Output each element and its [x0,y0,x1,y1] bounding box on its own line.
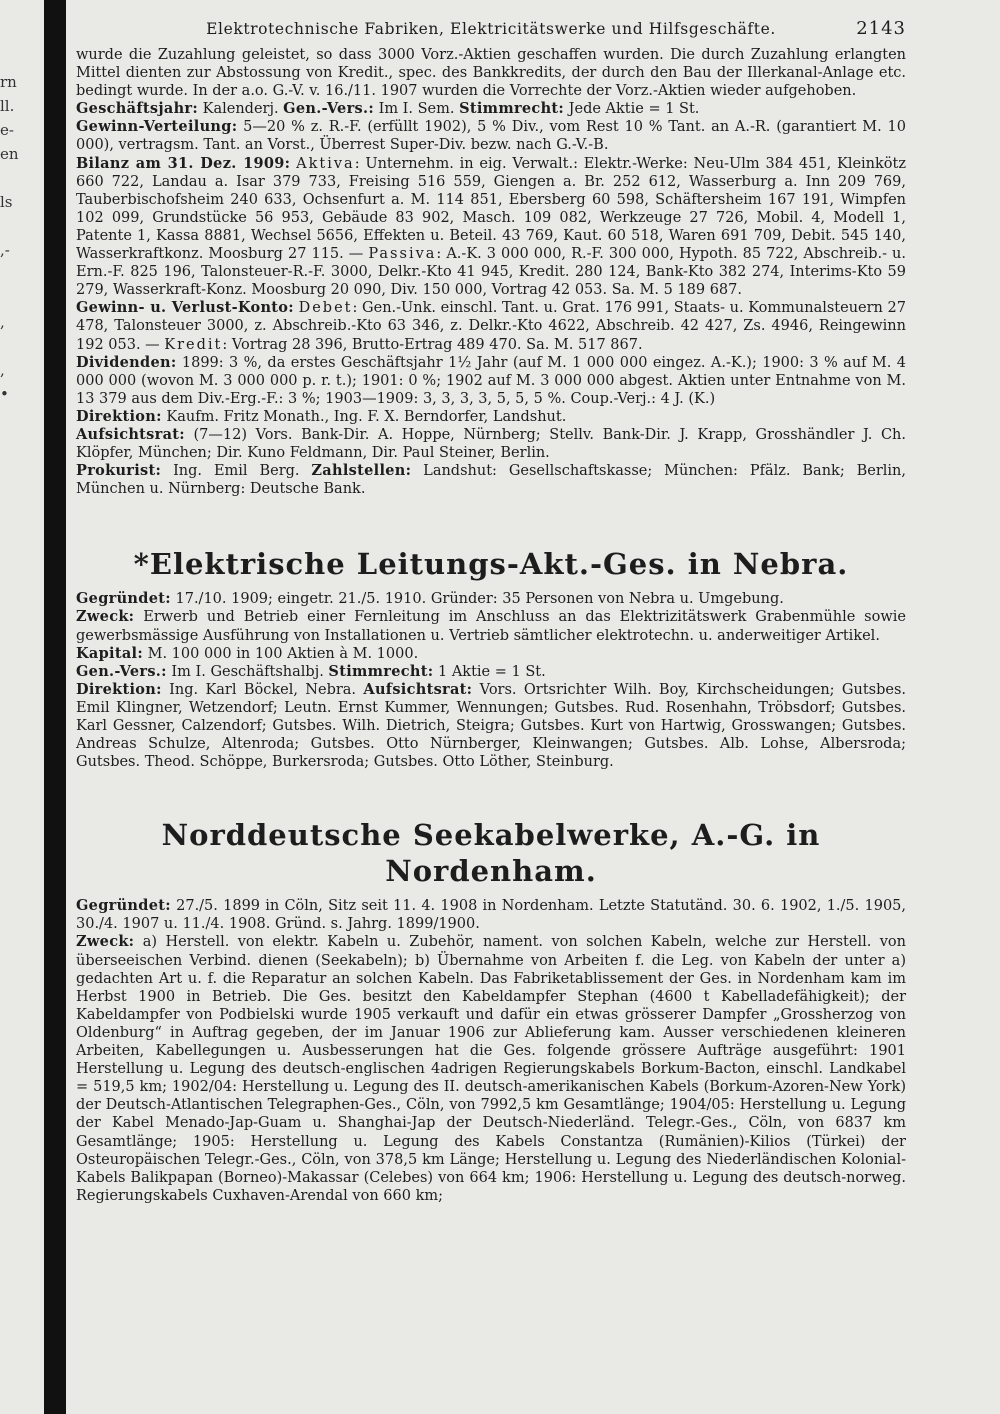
gegruendet-text: 17./10. 1909; eingetr. 21./5. 1910. Gründer: 35 Personen von Nebra u. Umgebung. [170,591,784,608]
label-geschaeftsjahr: Geschäftsjahr: [76,100,199,118]
zweck-text: Erwerb und Betrieb einer Fernleitung im Anschluss an das Elektrizitätswerk Grabenmühle sowie gewerbsmässige Ausführung von Installationen u. Vertrieb sämtlicher elektrotechn. u. anderweitiger Artikel. [76,609,906,644]
margin-fragment: • [0,385,9,403]
label-zweck: Zweck: [76,933,135,951]
intro-paragraph: wurde die Zuzahlung geleistet, so dass 3000 Vorz.-Aktien geschaffen wurden. Die durch Zuzahlung erlangten Mittel dienten zur Abstossung von Kredit., spec. des Bankkredits, der durch den Bau der Illerkanal-Anlage etc. bedingt wurde. In der a.o. G.-V. v. 16./11. 1907 wurden die Vorrechte der Vorz.-Aktien wieder aufgehoben. [76,47,906,100]
bilanz-aktiva-word: Aktiva [296,155,355,172]
company-title-nebra: *Elektrische Leitungs-Akt.-Ges. in Nebra. [133,547,849,582]
dividenden-paragraph [76,354,906,408]
guv-debet-word: Debet [298,300,353,317]
label-aufsichtsrat: Aufsichtsrat: [76,425,185,443]
margin-fragment [0,166,30,190]
bilanz-passiva-word: Passiva [368,246,437,263]
gegruendet-paragraph [76,590,906,608]
prokurist-paragraph [76,462,906,498]
aufsichtsrat-text: (7—12) Vors. Bank-Dir. A. Hoppe, Nürnberg; Stellv. Bank-Dir. J. Krapp, Grosshändler J. Ch. Klöpfer, München; Dir. Kuno Feldmann, Dir. Paul Steiner, Berlin. [76,426,906,462]
gen-vers-text: Im I. Geschäftshalbj. [166,663,329,680]
running-header [76,20,906,46]
margin-fragment: rn [0,73,17,91]
label-stimmrecht: Stimmrecht: [459,100,565,118]
geschaeftsjahr-value: Kalenderj. [198,101,284,118]
margin-fragment [0,214,30,238]
margin-fragment: ll. [0,97,15,115]
margin-fragment [0,286,30,310]
gen-vers-paragraph [76,663,906,681]
margin-fragment: , [0,361,5,379]
margin-fragment: ,- [0,241,10,259]
bilanz-passiva-text: : A.-K. 3 000 000, R.-F. 300 000, Hypoth. 85 722, Abschreib.- u. Ern.-F. 825 196, Talonsteuer-R.-F. 3000, Delkr.-Kto 41 945, Kredit. 280 124, Bank-Kto 382 274, Interims-Kto 59 279, Wasserkraft-Konz. Moosburg 20 090, Div. 150 000, Vortrag 42 053. Sa. M. 5 189 687. [76,246,906,299]
label-zahlstellen: Zahlstellen: [311,462,412,480]
bilanz-aktiva-text: : Unternehm. in eig. Verwalt.: Elektr.-Werke: Neu-Ulm 384 451, Kleinkötz 660 722, Landau a. Isar 379 733, Freising 516 559, Giengen a. Br. 252 612, Wasserburg a. Inn 209 769, Tauberbischofsheim 240 633, Ochsenfurt a. M. 114 851, Ebersberg 60 598, Schäftersheim 167 191, Wimpfen 102 099, Grundstücke 56 953, Gebäude 83 902, Masch. 109 082, Werkzeuge 27 726, Mobil. 4, Modell 1, Patente 1, Kassa 8881, Wechsel 5656, Effekten u. Beteil. 43 769, Kaut. 60 518, Waren 691 709, Debit. 545 140, Wasserkraftkonz. Moosburg 27 115. — [76,155,907,263]
label-stimmrecht: Stimmrecht: [328,662,434,680]
label-aufsichtsrat: Aufsichtsrat: [363,680,473,698]
stimmrecht-text: 1 Aktie = 1 St. [433,663,546,680]
guv-paragraph [76,299,906,353]
margin-fragment: en [0,145,19,163]
left-margin-fragments [0,70,30,406]
bilanz-paragraph [76,155,906,300]
label-gewinn-verlust: Gewinn- u. Verlust-Konto: [76,299,294,317]
zahlstellen-text: Landshut: Gesellschaftskasse; München: Pfälz. Bank; Berlin, München u. Nürnberg: Deutsche Bank. [76,463,906,498]
label-direktion: Direktion: [76,407,162,425]
document-page [76,20,906,1205]
margin-fragment [0,334,30,358]
gegruendet-text: 27./5. 1899 in Cöln, Sitz seit 11. 4. 1908 in Nordenham. Letzte Statutänd. 30. 6. 1902, 1./5. 1905, 30./4. 1907 u. 11./4. 1908. Gründ. s. Jahrg. 1899/1900. [76,898,906,933]
section-nebra [76,590,906,771]
section-continued-company [76,46,906,498]
stimmrecht-value: Jede Aktie = 1 St. [564,101,700,118]
gewinn-verteilung-paragraph [76,118,906,154]
page-binding-edge [44,0,66,1414]
direktion-text: Kaufm. Fritz Monath., Ing. F. X. Berndorfer, Landshut. [161,408,567,425]
label-direktion: Direktion: [76,680,162,698]
zweck-paragraph [76,933,906,1204]
aufsichtsrat-paragraph [76,426,906,462]
label-prokurist: Prokurist: [76,462,162,480]
guv-debet-text: : Gen.-Unk. einschl. Tant. u. Grat. 176 991, Staats- u. Kommunalsteuern 27 478, Talonsteuer 3000, z. Abschreib.-Kto 63 346, z. Delkr.-Kto 4622, Abschreib. 42 427, Zs. 4946, Reingewinn 192 053. — [76,300,906,353]
guv-kredit-text: : Vortrag 28 396, Brutto-Ertrag 489 470. Sa. M. 517 867. [222,336,643,353]
margin-fragment: ls [0,193,13,211]
zweck-paragraph [76,608,906,644]
zweck-text: a) Herstell. von elektr. Kabeln u. Zubehör, nament. von solchen Kabeln, welche zur Herstell. von überseeischen Verbind. dienen (Seekabeln); b) Übernahme von Arbeiten f. die Leg. von Kabeln der unter a) gedachten Art u. f. die Reparatur an solchen Kabeln. Das Fabriketablissement der Ges. in Nordenham kam im Herbst 1900 in Betrieb. Die Ges. besitzt den Kabeldampfer Stephan (4600 t Kabelladefähigkeit); der Kabeldampfer von Podbielski wurde 1905 verkauft und dafür ein etwas grösserer Dampfer „Grossherzog von Oldenburg“ in Auftrag gegeben, der im Januar 1906 zur Ablieferung kam. Ausser verschiedenen kleineren Arbeiten, Kabellegungen u. Ausbesserungen hat die Ges. folgende grössere Aufträge ausgeführt: 1901 Herstellung u. Legung des deutsch-englischen 4adrigen Regierungskabels Borkum-Bacton, einschl. Landkabel = 519,5 km; 1902/04: Herstellung u. Legung des II. deutsch-amerikanischen Kabels (Borkum-Azoren-New York) der Deutsch-Atlantischen Telegraphen-Ges., Cöln, von 7992,5 km Gesamtlänge; 1904/05: Herstellung u. Legung der Kabel Menado-Jap-Guam u. Shanghai-Jap der Deutsch-Niederländ. Telegr.-Ges., Cöln, von 6837 km Gesamtlänge; 1905: Herstellung u. Legung des Kabels Constantza (Rumänien)-Kilios (Türkei) der Osteuropäischen Telegr.-Ges., Cöln, von 378,5 km Länge; Herstellung u. Legung des Niederländischen Kolonial-Kabels Balikpapan (Borneo)-Makassar (Celebes) von 664 km; 1906: Herstellung u. Legung des deutsch-norweg. Regierungskabels Cuxhaven-Arendal von 660 km; [76,934,906,1204]
label-gen-vers: Gen.-Vers.: [283,100,374,118]
guv-kredit-word: Kredit [164,336,223,353]
margin-fragment: e- [0,121,14,139]
margin-fragment [0,262,30,286]
gen-vers-value: Im I. Sem. [373,101,460,118]
page-number: 2143 [856,18,906,39]
direktion-text: Ing. Karl Böckel, Nebra. [161,681,364,698]
direktion-paragraph [76,408,906,426]
margin-fragment: , [0,313,5,331]
company-title-nordenham: Norddeutsche Seekabelwerke, A.-G. in Nordenham. [161,818,821,889]
label-gewinn-verteilung: Gewinn-Verteilung: [76,118,238,136]
label-kapital: Kapital: [76,644,143,662]
running-title: Elektrotechnische Fabriken, Elektricitätswerke und Hilfsgeschäfte. [206,20,776,38]
label-gegruendet: Gegründet: [76,590,171,608]
prokurist-text: Ing. Emil Berg. [161,463,312,480]
gegruendet-paragraph [76,897,906,933]
aufsichtsrat-text: Vors. Ortsrichter Wilh. Boy, Kirchscheidungen; Gutsbes. Emil Klingner, Wetzendorf; Leutn. Ernst Kummer, Wennungen; Gutsbes. Rud. Rosenhahn, Tröbsdorf; Gutsbes. Karl Gessner, Calzendorf; Gutsbes. Wilh. Dietrich, Steigra; Gutsbes. Kurt von Hartwig, Grosswangen; Gutsbes. Andreas Schulze, Altenroda; Gutsbes. Otto Nürnberger, Kleinwangen; Gutsbes. Alb. Lohse, Albersroda; Gutsbes. Theod. Schöppe, Burkersroda; Gutsbes. Otto Löther, Steinburg. [76,681,906,771]
gewinn-verteilung-text: 5—20 % z. R.-F. (erfüllt 1902), 5 % Div., vom Rest 10 % Tant. an A.-R. (garantiert M. 10 000), vertragsm. Tant. an Vorst., Überrest Super-Div. bezw. nach G.-V.-B. [76,119,906,154]
label-gen-vers: Gen.-Vers.: [76,662,167,680]
label-gegruendet: Gegründet: [76,897,171,915]
kapital-paragraph [76,645,906,663]
dividenden-text: 1899: 3 %, da erstes Geschäftsjahr 1½ Jahr (auf M. 1 000 000 eingez. A.-K.); 1900: 3 % auf M. 4 000 000 (wovon M. 3 000 000 p. r. t.); 1901: 0 %; 1902 auf M. 3 000 000 abgest. Aktien unter Entnahme von M. 13 379 aus dem Div.-Erg.-F.: 3 %; 1903—1909: 3, 3, 3, 3, 5, 5, 5 %. Coup.-Verj.: 4 J. (K.) [76,354,906,407]
label-dividenden: Dividenden: [76,353,177,371]
direktion-aufsichtsrat-paragraph [76,681,906,771]
meta-line [76,100,906,118]
label-zweck: Zweck: [76,608,135,626]
label-bilanz: Bilanz am 31. Dez. 1909: [76,154,291,172]
kapital-text: M. 100 000 in 100 Aktien à M. 1000. [143,645,419,662]
section-nordenham [76,897,906,1205]
